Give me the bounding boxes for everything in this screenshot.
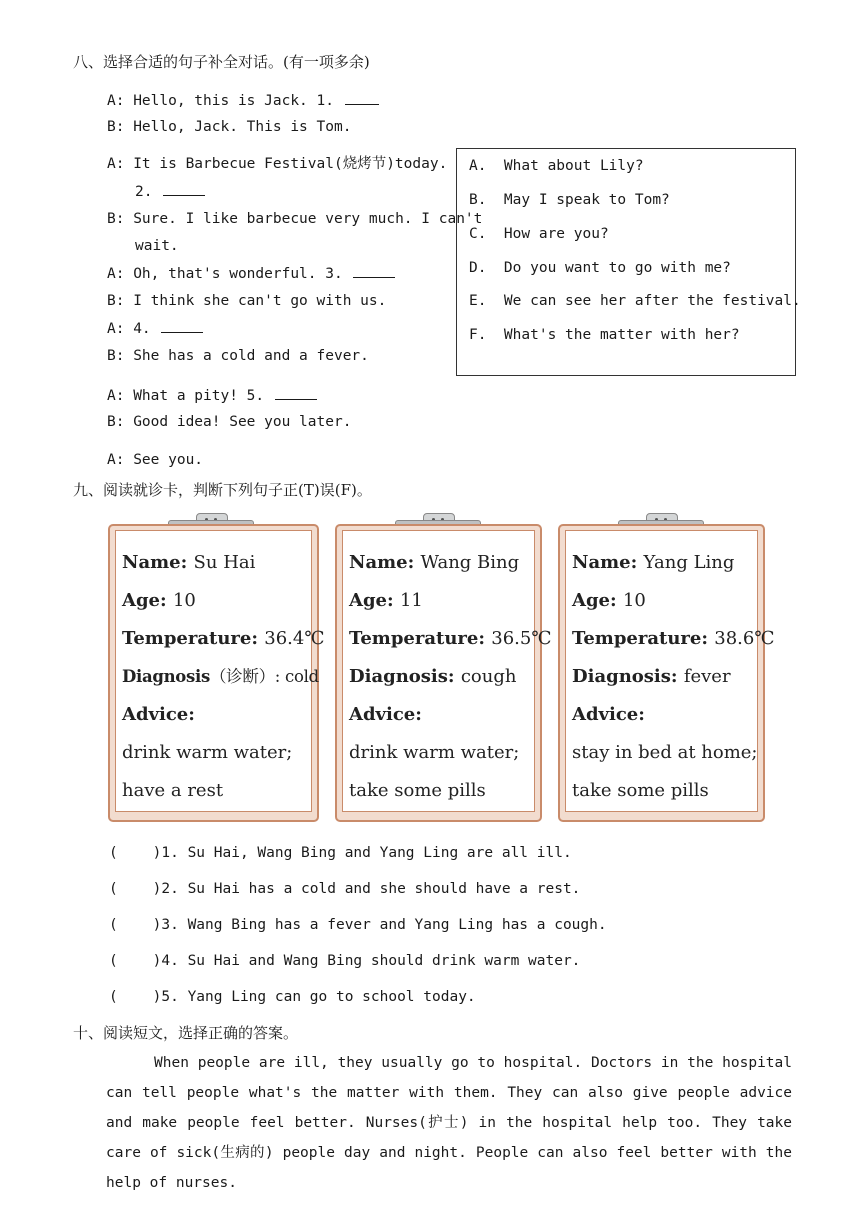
section-9-title: 九、阅读就诊卡，判断下列句子正(T)误(F)。 [73,481,372,499]
answer-blank[interactable] [345,90,379,105]
reading-passage: When people are ill, they usually go to hospital. Doctors in the hospital can tell people what's the matter with them. They can also give people advice and make people feel better. Nurses(护士) in the hospital help too. They take care of sick(生病的) people day and night. People can also feel better with the help of nurses. [106,1055,792,1191]
dialogue-line: A: What a pity! 5. [107,385,317,406]
tf-question: ( )4. Su Hai and Wang Bing should drink warm water. [109,953,581,969]
options-box [456,148,801,376]
tf-question: ( )3. Wang Bing has a fever and Yang Ling has a cough. [109,917,607,933]
section-10-title: 十、阅读短文，选择正确的答案。 [73,1024,299,1042]
answer-blank[interactable] [161,318,203,333]
dialogue-line: A: Oh, that's wonderful. 3. [107,263,395,284]
dialogue-line: B: Sure. I like barbecue very much. I can't [107,211,483,227]
option-b: B. May I speak to Tom? [469,192,670,208]
answer-blank[interactable] [163,181,205,196]
medical-card: Name: Yang Ling Age: 10 Temperature: 38.6℃ Diagnosis: fever Advice: stay in bed at home; take some pills [558,524,765,822]
answer-blank[interactable] [353,263,395,278]
dialogue-line: B: I think she can't go with us. [107,293,387,309]
section-8-title: 八、选择合适的句子补全对话。(有一项多余) [73,53,370,71]
tf-question: ( )5. Yang Ling can go to school today. [109,989,476,1005]
medical-card: Name: Su Hai Age: 10 Temperature: 36.4℃ Diagnosis（诊断）: cold Advice: drink warm water; have a rest [108,524,319,822]
dialogue-line: wait. [135,238,179,254]
medical-card: Name: Wang Bing Age: 11 Temperature: 36.5℃ Diagnosis: cough Advice: drink warm water; take some pills [335,524,542,822]
option-f: F. What's the matter with her? [469,327,740,343]
dialogue-line: A: Hello, this is Jack. 1. [107,90,379,111]
answer-blank[interactable] [275,385,317,400]
dialogue-line: B: Good idea! See you later. [107,414,352,430]
dialogue-line: A: 4. [107,318,203,339]
dialogue-line: A: See you. [107,452,204,468]
dialogue-line: B: Hello, Jack. This is Tom. [107,119,352,135]
dialogue-line: B: She has a cold and a fever. [107,348,369,364]
option-e: E. We can see her after the festival. [469,293,801,309]
tf-question: ( )1. Su Hai, Wang Bing and Yang Ling are all ill. [109,845,572,861]
tf-question: ( )2. Su Hai has a cold and she should have a rest. [109,881,581,897]
option-a: A. What about Lily? [469,158,644,174]
option-c: C. How are you? [469,226,609,242]
option-d: D. Do you want to go with me? [469,260,731,276]
dialogue-line: 2. [135,181,205,202]
dialogue-line: A: It is Barbecue Festival(烧烤节)today. [107,156,448,172]
